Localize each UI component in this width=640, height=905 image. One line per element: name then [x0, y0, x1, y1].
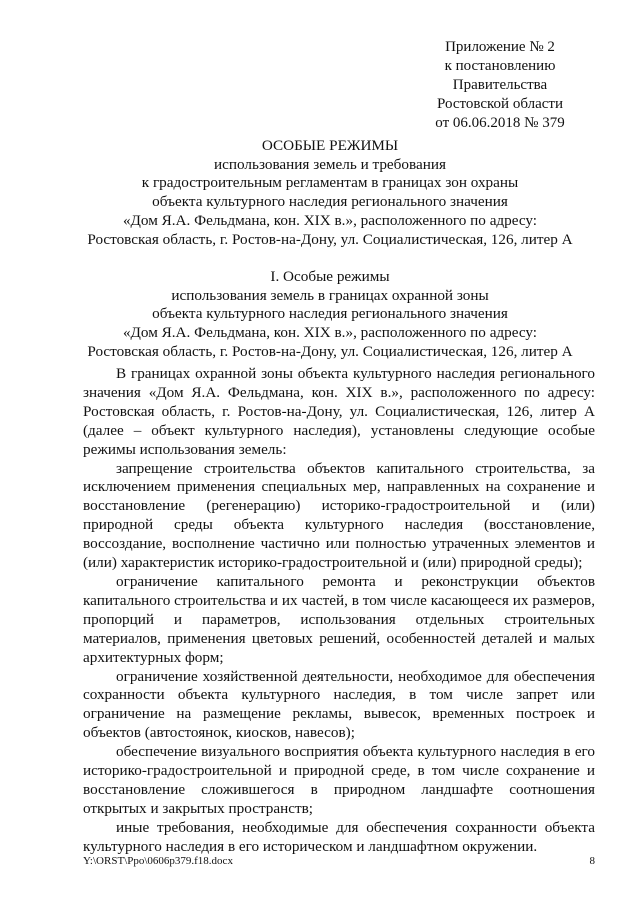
appendix-line: к постановлению: [444, 58, 556, 74]
title-line: объекта культурного наследия регионального значения: [152, 193, 508, 211]
section-heading: [60, 268, 600, 362]
section-heading-line: «Дом Я.А. Фельдмана, кон. XIX в.», расположенного по адресу:: [122, 324, 538, 342]
title-line: «Дом Я.А. Фельдмана, кон. XIX в.», расположенного по адресу:: [122, 211, 538, 229]
title-heading: ОСОБЫЕ РЕЖИМЫ: [261, 137, 399, 154]
intro-paragraph: В границах охранной зоны объекта культурного наследия регионального значения «Дом Я.А. Фельдмана, кон. XIX в.», расположенного по адресу: Ростовская область, г. Ростов-на-Дону, ул. Социалистическая, 126, литер А (далее – объект культурного наследия), установлены следующие особые режимы использования земель:: [83, 365, 595, 458]
list-item: ограничение хозяйственной деятельности, необходимое для обеспечения сохранности объекта культурного наследия, в том числе запрет или ограничение на размещение рекламы, вывесок, временных построек и объектов (автостоянок, киосков, навесов);: [83, 667, 595, 742]
body-text: [83, 365, 595, 857]
list-item: запрещение строительства объектов капитального строительства, за исключением применения специальных мер, направленных на сохранение и восстановление (регенерацию) историко-градостроительной и (или) природной среды объекта культурного наследия (восстановление, воссоздание, восполнение частично или полностью утраченных элементов и (или) характеристик историко-градостроительной и (или) природной среды);: [83, 459, 595, 572]
appendix-header: [400, 38, 600, 133]
appendix-line: Приложение № 2: [445, 39, 555, 55]
file-path: Y:\ORST\Ppo\0606p379.f18.docx: [83, 855, 233, 867]
section-heading-line: Ростовская область, г. Ростов-на-Дону, ул. Социалистическая, 126, литер А: [87, 342, 573, 360]
appendix-line: от 06.06.2018 № 379: [435, 115, 565, 131]
section-heading-line: объекта культурного наследия регионального значения: [152, 305, 508, 323]
page-number: 8: [589, 855, 595, 867]
appendix-line: Ростовской области: [437, 96, 563, 112]
document-title: [60, 137, 600, 249]
section-heading-title: I. Особые режимы: [270, 268, 390, 285]
list-item: обеспечение визуального восприятия объекта культурного наследия в его историко-градостроительной и природной среде, в том числе сохранение и восстановление сложившегося в природном ландшафте соотношения открытых и закрытых пространств;: [83, 743, 595, 817]
section-heading-line: использования земель в границах охранной зоны: [171, 286, 489, 304]
appendix-line: Правительства: [452, 77, 548, 93]
list-item: ограничение капитального ремонта и реконструкции объектов капитального строительства и их частей, в том числе касающееся их размеров, пропорций и параметров, использования отдельных строительных материалов, применения цветовых решений, особенностей деталей и малых архитектурных форм;: [83, 572, 595, 666]
title-line: Ростовская область, г. Ростов-на-Дону, ул. Социалистическая, 126, литер А: [87, 230, 573, 248]
title-line: к градостроительным регламентам в границах зон охраны: [141, 174, 519, 192]
title-line: использования земель и требования: [214, 155, 446, 173]
list-item: иные требования, необходимые для обеспечения сохранности объекта культурного наследия в его историческом и ландшафтном окружении.: [83, 818, 595, 855]
